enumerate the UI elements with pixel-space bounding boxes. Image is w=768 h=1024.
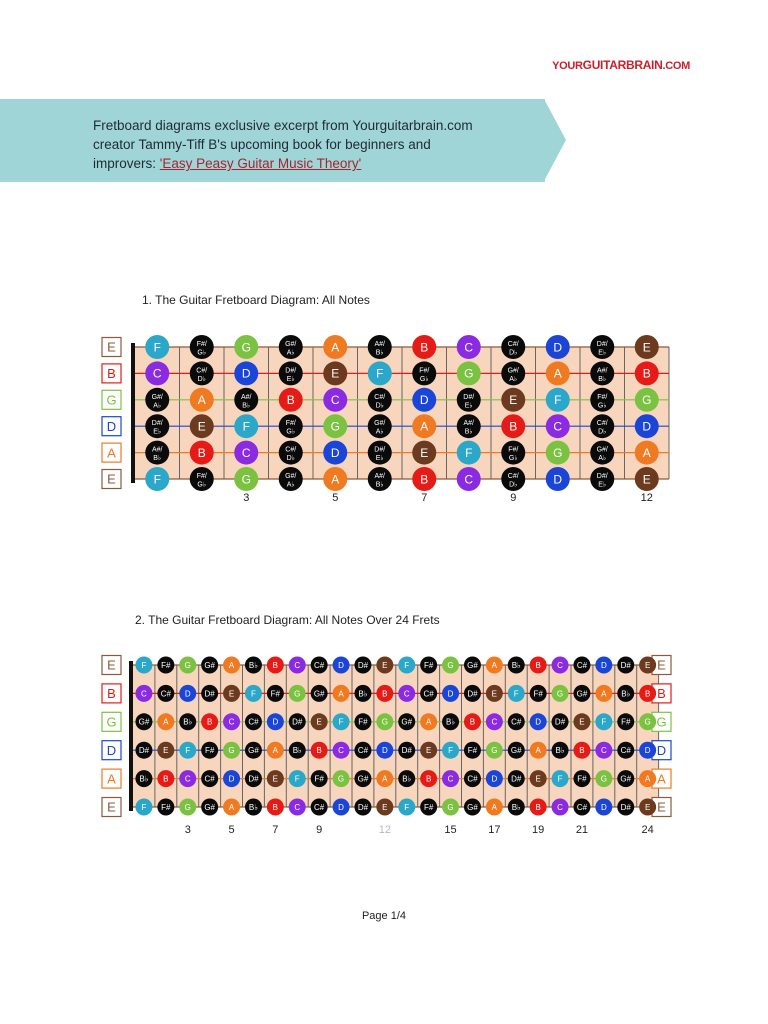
note-label: A: [331, 472, 340, 487]
note-label: A: [425, 717, 432, 727]
string-right-label-1: E: [657, 657, 666, 673]
note-label: F#: [423, 802, 434, 812]
note-label: D: [644, 746, 651, 756]
note-label: D: [338, 802, 344, 812]
note-label: E♭: [286, 375, 295, 383]
note-label: B♭: [402, 774, 412, 784]
note-label: A: [491, 802, 498, 812]
note-label: G#/: [374, 420, 386, 428]
logo-part-com: .COM: [662, 60, 690, 72]
banner-line-3: [93, 154, 553, 173]
note-label: B♭: [555, 746, 565, 756]
note-label: G: [556, 689, 564, 699]
note-label: D: [241, 366, 251, 381]
note-label: B: [420, 340, 429, 355]
note-label: C: [241, 445, 251, 460]
string-label-6: E: [107, 471, 116, 487]
note-label: A#/: [151, 446, 163, 454]
note-label: C: [491, 717, 498, 727]
diagram-2-title: 2. The Guitar Fretboard Diagram: All Notes Over 24 Frets: [135, 613, 440, 627]
note-label: C#: [620, 746, 631, 756]
fret-number-21: 21: [575, 824, 589, 836]
note-label: F: [404, 802, 410, 812]
note-label: G#/: [285, 341, 297, 348]
note-label: C: [152, 366, 162, 381]
note-label: C: [141, 689, 147, 699]
note-label: F: [404, 660, 410, 670]
note-label: F: [242, 419, 250, 434]
note-label: D♭: [509, 481, 518, 489]
note-label: C#/: [507, 473, 519, 480]
note-label: E: [642, 340, 651, 355]
note-label: G♭: [597, 402, 607, 410]
note-label: E: [644, 660, 651, 670]
note-label: A: [331, 340, 340, 355]
note-label: E♭: [464, 402, 473, 410]
note-label: F#: [204, 746, 215, 756]
note-label: F#: [161, 660, 171, 670]
note-label: C: [338, 746, 344, 756]
note-label: E♭: [598, 481, 607, 489]
note-label: A♭: [375, 428, 384, 436]
note-label: B♭: [598, 375, 607, 383]
book-title-link[interactable]: 'Easy Peasy Guitar Music Theory': [159, 156, 362, 171]
note-label: D: [184, 689, 191, 699]
note-label: F#: [533, 689, 543, 699]
note-label: G: [381, 717, 388, 727]
note-label: E: [425, 746, 432, 756]
note-label: D: [491, 774, 498, 784]
note-label: C#: [160, 689, 171, 699]
string-label-5: A: [107, 445, 116, 461]
note-label: E: [642, 472, 651, 487]
note-label: F: [338, 717, 344, 727]
note-label: A: [553, 366, 562, 381]
note-label: B♭: [511, 660, 521, 670]
note-label: G: [600, 774, 607, 784]
fret-number-12: 12: [640, 492, 653, 504]
note-label: A#/: [463, 420, 475, 428]
note-label: D: [381, 746, 388, 756]
nut: [131, 343, 135, 483]
note-label: A: [163, 717, 169, 727]
note-label: D: [419, 393, 429, 408]
fret-number-19: 19: [532, 824, 545, 836]
note-label: G#: [401, 717, 413, 727]
note-label: G: [553, 445, 563, 460]
string-label-2: B: [107, 686, 116, 702]
note-label: C#: [314, 802, 325, 812]
note-label: G#: [467, 660, 478, 670]
note-label: D#: [401, 746, 412, 756]
note-label: B♭: [621, 689, 631, 699]
note-label: F: [557, 774, 563, 784]
fret-number-5: 5: [228, 824, 235, 836]
string-label-4: D: [106, 418, 117, 434]
fret-number-12: 12: [378, 824, 391, 836]
note-label: D: [447, 689, 454, 699]
note-label: B: [316, 746, 322, 756]
note-label: D#: [138, 746, 150, 756]
note-label: B: [535, 802, 541, 812]
note-label: B: [535, 660, 541, 670]
note-label: G: [294, 689, 301, 699]
note-label: C#/: [196, 367, 208, 375]
note-label: A: [644, 774, 651, 784]
note-label: F: [251, 689, 256, 699]
banner-text: [93, 116, 553, 173]
note-label: C#/: [596, 420, 608, 428]
note-label: F#/: [285, 420, 296, 428]
note-label: G: [447, 802, 454, 812]
fret-number-24: 24: [641, 824, 654, 836]
note-label: D#: [248, 774, 259, 784]
note-label: D#: [357, 802, 369, 812]
note-label: D: [642, 419, 652, 434]
note-label: F#/: [597, 393, 608, 401]
note-label: A#/: [596, 367, 608, 375]
note-label: A#/: [240, 393, 252, 401]
note-label: C: [447, 774, 454, 784]
banner-line-1: Fretboard diagrams exclusive excerpt from Yourguitarbrain.com: [93, 118, 473, 133]
fret-number-7: 7: [272, 824, 279, 836]
string-right-label-6: E: [657, 799, 666, 815]
note-label: G: [337, 774, 345, 784]
note-label: D#: [620, 660, 631, 670]
string-label-6: E: [107, 799, 116, 815]
banner-line-2: creator Tammy-Tiff B's upcoming book for beginners and: [93, 137, 431, 152]
note-label: F: [601, 717, 607, 727]
note-label: G: [228, 746, 235, 756]
note-label: E: [382, 802, 388, 812]
note-label: A♭: [509, 375, 518, 383]
note-label: A: [382, 774, 388, 784]
note-label: A♭: [286, 349, 295, 357]
note-label: D♭: [286, 455, 295, 463]
note-label: A: [228, 802, 235, 812]
note-label: D: [338, 660, 344, 670]
note-label: C#/: [507, 341, 519, 348]
note-label: D#/: [285, 367, 297, 375]
note-label: D#/: [374, 446, 386, 454]
fretboard-diagram-all-notes: [0, 322, 768, 522]
note-label: E: [272, 774, 279, 784]
note-label: G#: [357, 774, 369, 784]
note-label: G: [447, 660, 454, 670]
note-label: A: [272, 746, 279, 756]
note-label: B♭: [139, 774, 149, 784]
fret-number-17: 17: [488, 824, 501, 836]
note-label: C: [184, 774, 191, 784]
note-label: F: [141, 660, 147, 670]
note-label: E♭: [598, 349, 607, 357]
note-label: B: [644, 689, 651, 699]
note-label: F#: [467, 746, 478, 756]
note-label: A♭: [286, 481, 295, 489]
note-label: G#/: [151, 393, 163, 401]
note-label: B: [469, 717, 476, 727]
string-right-label-3: G: [656, 714, 667, 730]
note-label: G#: [576, 689, 588, 699]
note-label: D: [228, 774, 235, 784]
note-label: F: [376, 366, 384, 381]
note-label: A: [491, 660, 498, 670]
note-label: G#: [204, 660, 215, 670]
note-label: D#: [620, 802, 631, 812]
note-label: C#/: [285, 446, 297, 454]
note-label: E: [491, 689, 498, 699]
note-label: F: [141, 802, 147, 812]
note-label: G♭: [197, 349, 207, 357]
note-label: G: [491, 746, 498, 756]
note-label: E: [228, 689, 235, 699]
note-label: B: [272, 660, 279, 670]
note-label: G♭: [197, 481, 207, 489]
fret-number-7: 7: [421, 492, 428, 504]
note-label: D♭: [197, 375, 206, 383]
note-label: B: [206, 717, 213, 727]
fret-number-9: 9: [316, 824, 323, 836]
note-label: E: [420, 445, 429, 460]
note-label: A: [535, 746, 541, 756]
note-label: F#/: [508, 446, 519, 454]
note-label: B: [163, 774, 169, 784]
note-label: C#/: [374, 393, 386, 401]
note-label: B: [425, 774, 432, 784]
note-label: B♭: [358, 689, 368, 699]
note-label: G: [642, 393, 652, 408]
note-label: E: [163, 746, 169, 756]
note-label: B♭: [292, 746, 302, 756]
note-label: E: [382, 660, 388, 670]
note-label: C: [557, 802, 563, 812]
note-label: A♭: [153, 402, 162, 410]
note-label: E: [644, 802, 651, 812]
note-label: F: [465, 445, 473, 460]
note-label: G: [644, 717, 651, 727]
note-label: E: [579, 717, 585, 727]
note-label: F#: [621, 717, 631, 727]
note-label: G: [184, 802, 191, 812]
note-label: A: [338, 689, 344, 699]
string-label-5: A: [107, 771, 116, 787]
note-label: G#: [510, 746, 522, 756]
note-label: A: [420, 419, 429, 434]
note-label: F: [153, 472, 161, 487]
note-label: D♭: [598, 428, 607, 436]
fret-number-5: 5: [332, 492, 339, 504]
note-label: G: [464, 366, 474, 381]
note-label: D♭: [375, 402, 384, 410]
logo-part-guitarbrain: GUITARBRAIN: [582, 58, 663, 72]
note-label: E♭: [375, 455, 384, 463]
note-label: B: [382, 689, 388, 699]
note-label: A: [601, 689, 607, 699]
page-number: Page 1/4: [361, 910, 407, 922]
note-label: B♭: [153, 455, 162, 463]
note-label: C: [464, 340, 474, 355]
note-label: F#: [161, 802, 171, 812]
note-label: F#/: [419, 367, 430, 375]
note-label: F: [554, 393, 562, 408]
note-label: A#/: [374, 473, 386, 480]
note-label: E: [197, 419, 206, 434]
note-label: G#: [248, 746, 259, 756]
note-label: B: [286, 393, 295, 408]
note-label: C: [600, 746, 607, 756]
note-label: G#/: [596, 446, 608, 454]
note-label: C#: [204, 774, 215, 784]
note-label: D#: [357, 660, 369, 670]
string-label-1: E: [107, 657, 116, 673]
note-label: F: [448, 746, 453, 756]
note-label: B♭: [464, 428, 473, 436]
logo-part-your: YOUR: [552, 60, 583, 72]
fret-number-3: 3: [243, 492, 250, 504]
note-label: G#: [620, 774, 632, 784]
note-label: B♭: [511, 802, 521, 812]
note-label: D: [272, 717, 279, 727]
note-label: G#: [204, 802, 215, 812]
note-label: A♭: [598, 455, 607, 463]
nut: [129, 661, 133, 811]
note-label: G#: [138, 717, 150, 727]
note-label: F#: [270, 689, 281, 699]
note-label: D: [553, 340, 563, 355]
note-label: G#: [467, 802, 478, 812]
note-label: C#: [511, 717, 522, 727]
fret-number-15: 15: [444, 824, 457, 836]
note-label: F#: [577, 774, 587, 784]
note-label: F#/: [196, 341, 207, 348]
note-label: F: [513, 689, 519, 699]
note-label: D#/: [463, 393, 475, 401]
note-label: C#: [576, 660, 588, 670]
note-label: B♭: [248, 802, 259, 812]
banner-line-3-prefix: improvers:: [93, 156, 160, 171]
note-label: D#/: [151, 420, 163, 428]
note-label: A: [228, 660, 235, 670]
note-label: G: [241, 472, 251, 487]
string-label-3: G: [106, 714, 117, 730]
note-label: C#: [357, 746, 369, 756]
note-label: D: [535, 717, 542, 727]
note-label: D♭: [509, 349, 518, 357]
note-label: C: [403, 689, 410, 699]
fret-number-9: 9: [510, 492, 517, 504]
note-label: C#: [248, 717, 259, 727]
note-label: G#/: [507, 367, 519, 375]
note-label: G♭: [419, 375, 429, 383]
note-label: D: [553, 472, 563, 487]
note-label: E: [535, 774, 541, 784]
note-label: B: [509, 419, 518, 434]
note-label: G♭: [286, 428, 296, 436]
note-label: C#: [576, 802, 588, 812]
note-label: C: [553, 419, 563, 434]
note-label: B♭: [375, 481, 384, 489]
string-right-label-2: B: [657, 686, 666, 702]
note-label: C: [228, 717, 235, 727]
note-label: G#/: [285, 473, 297, 480]
note-label: C#: [467, 774, 478, 784]
note-label: D#: [204, 689, 215, 699]
note-label: B: [420, 472, 429, 487]
note-label: B♭: [248, 660, 259, 670]
note-label: A: [197, 393, 206, 408]
note-label: B: [272, 802, 279, 812]
fret-number-3: 3: [184, 824, 191, 836]
note-label: B♭: [183, 717, 193, 727]
note-label: F#/: [196, 473, 207, 480]
note-label: E: [331, 366, 340, 381]
note-label: F: [294, 774, 300, 784]
note-label: C: [294, 660, 301, 670]
note-label: C: [464, 472, 474, 487]
note-label: F#: [314, 774, 324, 784]
fretboard-diagram-24-frets: [0, 645, 768, 845]
note-label: E: [509, 393, 518, 408]
note-label: D: [330, 445, 340, 460]
note-label: C: [294, 802, 301, 812]
note-label: G: [330, 419, 340, 434]
note-label: D#: [467, 689, 478, 699]
note-label: D: [600, 802, 607, 812]
note-label: F#: [358, 717, 368, 727]
note-label: D#: [511, 774, 522, 784]
note-label: G#: [313, 689, 325, 699]
note-label: B♭: [445, 717, 456, 727]
note-label: D#/: [596, 341, 608, 348]
note-label: A#/: [374, 341, 386, 348]
note-label: G: [241, 340, 251, 355]
site-logo[interactable]: [552, 58, 690, 72]
note-label: G: [184, 660, 191, 670]
note-label: E♭: [153, 428, 162, 436]
diagram-1-title: 1. The Guitar Fretboard Diagram: All Notes: [142, 293, 370, 307]
note-label: G♭: [508, 455, 518, 463]
string-label-2: B: [107, 366, 116, 382]
string-label-4: D: [106, 742, 117, 758]
note-label: B♭: [242, 402, 251, 410]
note-label: A: [642, 445, 651, 460]
note-label: B: [642, 366, 651, 381]
note-label: C: [557, 660, 563, 670]
note-label: C#: [423, 689, 434, 699]
note-label: C: [330, 393, 340, 408]
note-label: F#: [423, 660, 434, 670]
note-label: B: [579, 746, 585, 756]
note-label: F: [185, 746, 191, 756]
note-label: B♭: [375, 349, 384, 357]
string-right-label-5: A: [657, 771, 666, 787]
note-label: D#: [554, 717, 566, 727]
string-label-1: E: [107, 339, 116, 355]
note-label: C#: [314, 660, 325, 670]
note-label: D#: [292, 717, 303, 727]
note-label: E: [316, 717, 322, 727]
string-right-label-4: D: [656, 742, 667, 758]
note-label: B: [197, 445, 206, 460]
note-label: D#/: [596, 473, 608, 480]
note-label: D: [600, 660, 607, 670]
string-label-3: G: [106, 392, 117, 408]
note-label: F: [153, 340, 161, 355]
